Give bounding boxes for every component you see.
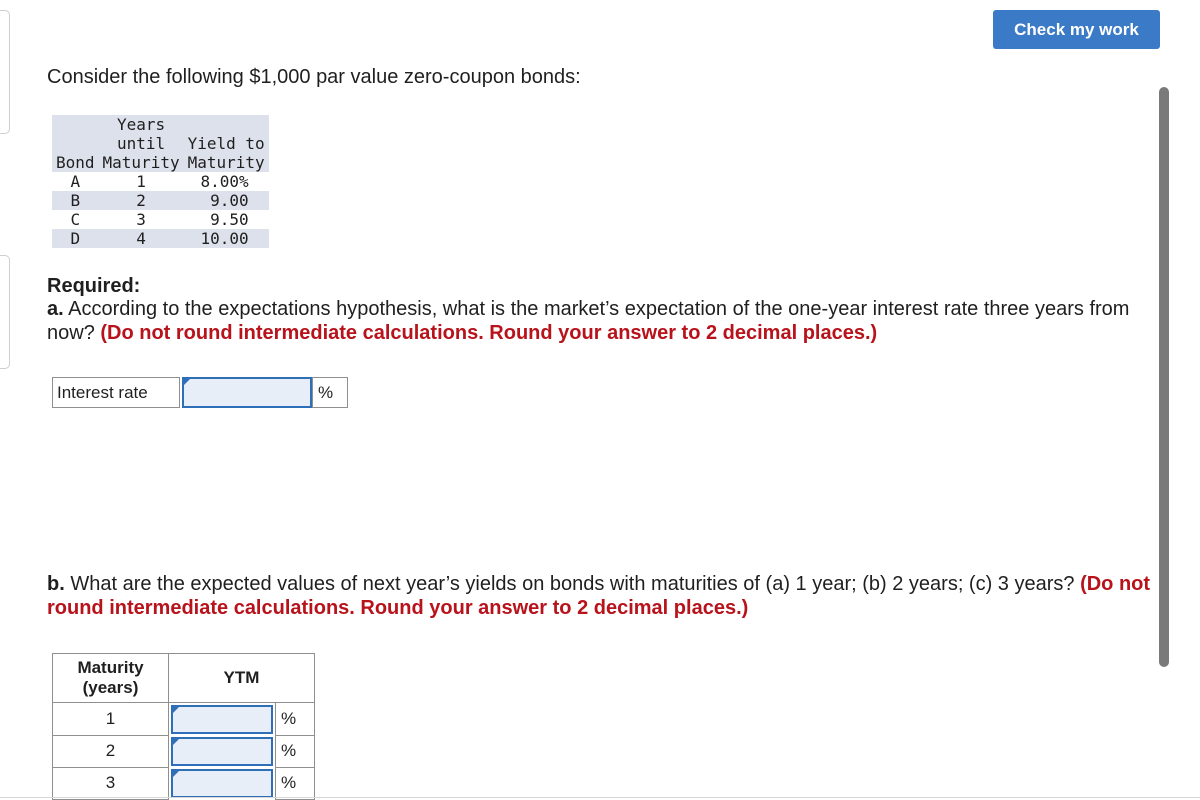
question-a-prefix: a. bbox=[47, 298, 64, 320]
table-row bbox=[53, 767, 315, 799]
maturity-cell: 1 bbox=[53, 703, 169, 736]
maturity-cell: 3 bbox=[53, 767, 169, 799]
interest-rate-input-box bbox=[182, 377, 312, 408]
ytm-input-3-years[interactable] bbox=[173, 771, 271, 796]
ytm-input-cell bbox=[169, 767, 276, 799]
table-row bbox=[52, 229, 269, 248]
question-a bbox=[47, 297, 1137, 345]
years-cell: 3 bbox=[99, 210, 184, 229]
percent-unit: % bbox=[276, 767, 315, 799]
col-header-maturity: Maturity (years) bbox=[53, 654, 169, 703]
ytm-input-cell bbox=[169, 735, 276, 767]
question-a-instruction: (Do not round intermediate calculations. Round your answer to 2 decimal places.) bbox=[100, 322, 878, 344]
col-header-yield-to-maturity: Yield to Maturity bbox=[184, 115, 269, 172]
interest-rate-input[interactable] bbox=[184, 379, 310, 406]
ytm-input-2-years[interactable] bbox=[173, 739, 271, 764]
table-row bbox=[52, 191, 269, 210]
ytm-cell: 8.00% bbox=[184, 172, 269, 191]
divider bbox=[0, 797, 1200, 798]
side-panel-tab[interactable] bbox=[0, 255, 10, 369]
ytm-cell: 9.00 bbox=[184, 191, 269, 210]
interest-rate-label: Interest rate bbox=[52, 377, 180, 408]
question-b-prefix: b. bbox=[47, 573, 65, 595]
percent-unit: % bbox=[276, 735, 315, 767]
scrollbar[interactable] bbox=[1159, 87, 1169, 667]
question-b-text: What are the expected values of next year’s yields on bonds with maturities of (a) 1 year; (b) 2 years; (c) 3 years? bbox=[70, 573, 1075, 595]
question-b bbox=[47, 572, 1159, 620]
ytm-cell: 9.50 bbox=[184, 210, 269, 229]
bond-cell: D bbox=[52, 229, 99, 248]
side-panel-tab[interactable] bbox=[0, 10, 10, 134]
percent-unit: % bbox=[312, 377, 348, 408]
ytm-input-box bbox=[171, 705, 273, 734]
question-a-text: According to the expectations hypothesis, what is the market’s expectation of the one-year interest rate three years from now? bbox=[47, 298, 1130, 344]
col-header-ytm: YTM bbox=[169, 654, 315, 703]
ytm-answer-table bbox=[52, 653, 315, 800]
years-cell: 2 bbox=[99, 191, 184, 210]
table-row bbox=[53, 735, 315, 767]
ytm-input-1-year[interactable] bbox=[173, 707, 271, 732]
bond-cell: C bbox=[52, 210, 99, 229]
col-header-bond: Bond bbox=[52, 115, 99, 172]
ytm-input-box bbox=[171, 737, 273, 766]
years-cell: 1 bbox=[99, 172, 184, 191]
interest-rate-answer-row bbox=[52, 377, 348, 408]
table-row bbox=[52, 172, 269, 191]
bond-cell: A bbox=[52, 172, 99, 191]
percent-unit: % bbox=[276, 703, 315, 736]
table-row bbox=[53, 703, 315, 736]
bond-table bbox=[52, 115, 269, 248]
ytm-cell: 10.00 bbox=[184, 229, 269, 248]
ytm-input-box bbox=[171, 769, 273, 798]
required-heading: Required: bbox=[47, 275, 141, 297]
years-cell: 4 bbox=[99, 229, 184, 248]
maturity-cell: 2 bbox=[53, 735, 169, 767]
question-b-instruction: (Do not round intermediate calculations. Round your answer to 2 decimal places.) bbox=[47, 573, 1151, 619]
col-header-years-until-maturity: Years until Maturity bbox=[99, 115, 184, 172]
check-my-work-button[interactable]: Check my work bbox=[993, 10, 1160, 49]
intro-text: Consider the following $1,000 par value zero-coupon bonds: bbox=[47, 66, 581, 88]
ytm-input-cell bbox=[169, 703, 276, 736]
bond-cell: B bbox=[52, 191, 99, 210]
table-row bbox=[52, 210, 269, 229]
